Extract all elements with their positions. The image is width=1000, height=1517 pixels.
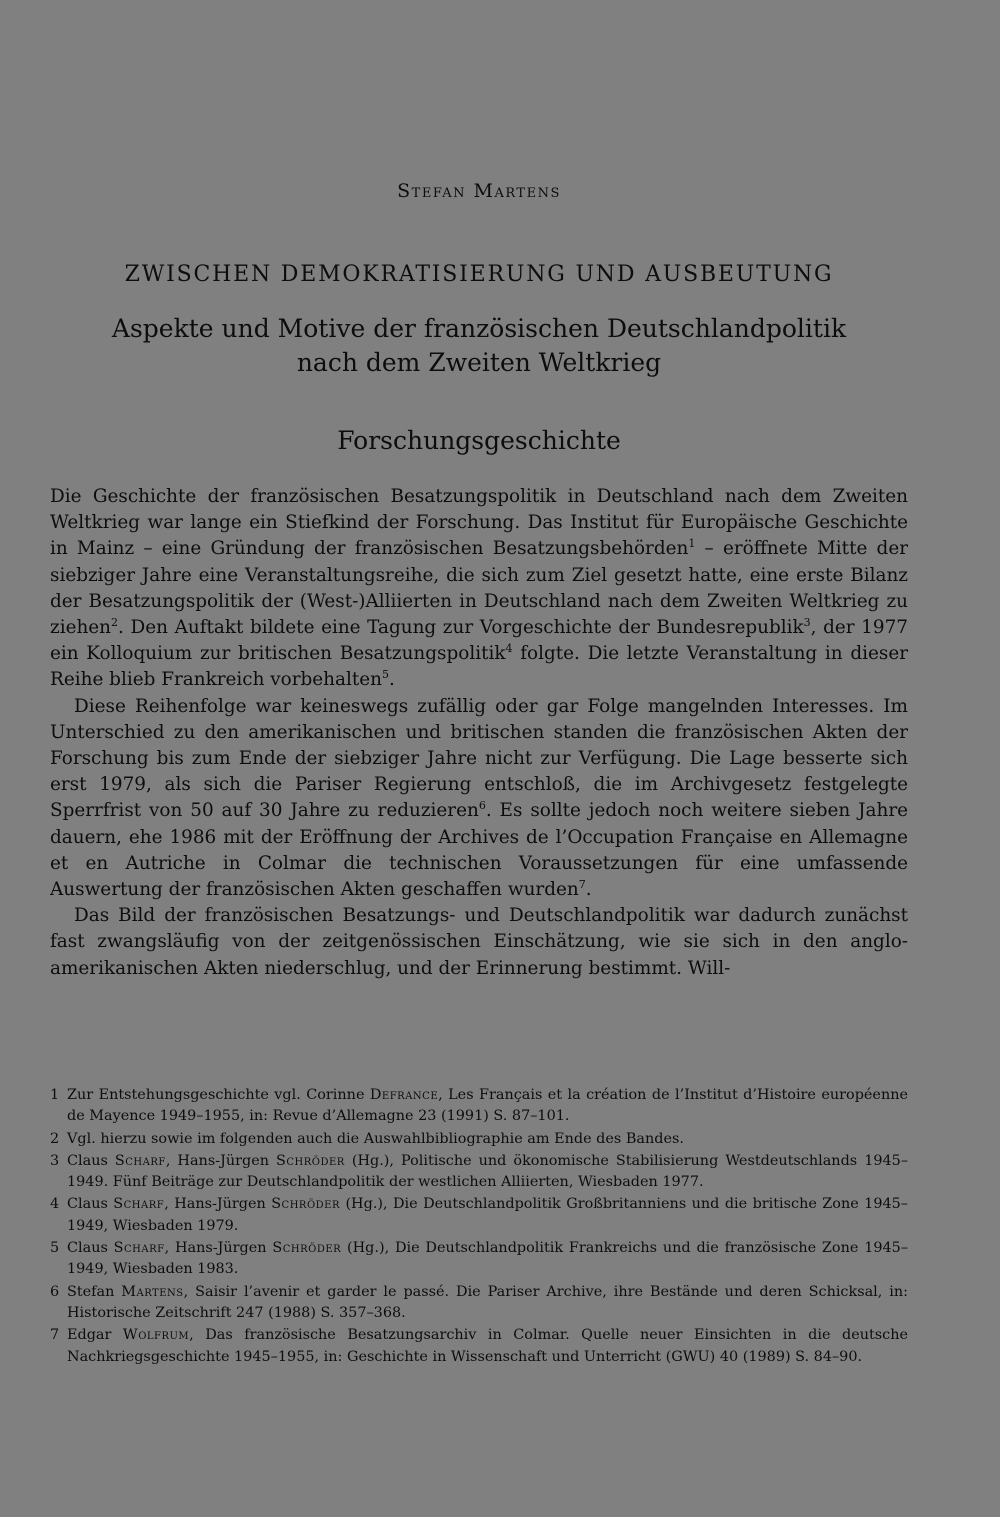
footnote [50, 1085, 908, 1128]
paragraph: Das Bild der französischen Besatzungs- und Deutschlandpolitik war dadurch zunächst fast zwangsläufig von der zeitgenössischen Einschätzung, wie sie sich in den anglo-amerikanischen Akten niederschlug, und der Erinnerung bestimmt. Will- [50, 905, 908, 979]
author-surname: Wolfrum [122, 1327, 190, 1344]
text-run: folgte. Die letzte Veranstaltung in dieser Reihe blieb Frankreich vorbehalten [50, 643, 908, 691]
text-run: Die Geschichte der französischen Besatzungspolitik in Deutschland nach dem Zweiten Weltkrieg war lange ein Stiefkind der Forschung. Das Institut für Europäische Geschichte in Mainz – eine Gründung der französischen Besatzungsbehörden [50, 486, 908, 560]
text-run: (Hg.), Politische und ökonomische Stabilisierung Westdeutschlands 1945–1949. Fünf Beiträge zur Deutschlandpolitik der westlichen Alliierten, Wiesbaden 1977. [67, 1152, 909, 1191]
text-run: Zur Entstehungsgeschichte vgl. Corinne [67, 1087, 370, 1103]
text-run: . [585, 879, 592, 901]
text-run: (Hg.), Die Deutschlandpolitik Frankreichs und die französische Zone 1945–1949, Wiesbaden 1983. [67, 1240, 909, 1278]
footnote [50, 1129, 908, 1150]
footnote-number: 3 [50, 1152, 60, 1169]
footnote [50, 1238, 908, 1281]
body-text [50, 484, 908, 982]
footnote-ref: 1 [688, 537, 696, 551]
footnote-ref: 3 [803, 616, 811, 630]
text-run: , Hans-Jürgen [164, 1196, 272, 1213]
footnote-ref: 7 [578, 878, 586, 892]
footnote [50, 1282, 908, 1325]
footnote-number: 2 [50, 1130, 60, 1147]
text-run: Vgl. hierzu sowie im folgenden auch die Auswahlbibliographie am Ende des Bandes. [67, 1130, 684, 1147]
author-surname: Defrance [369, 1087, 439, 1103]
subtitle-line: Aspekte und Motive der französischen Deutschlandpolitik [111, 314, 847, 343]
text-run: Stefan [67, 1283, 122, 1300]
footnotes [50, 1085, 908, 1369]
footnote-number: 7 [50, 1327, 60, 1344]
author-name: Stefan Martens [397, 180, 561, 202]
author-surname: Martens [121, 1283, 184, 1300]
author-surname: Scharf [113, 1240, 165, 1257]
text-run: , Das französische Besatzungsarchiv in Colmar. Quelle neuer Einsichten in die deutsche Nachkriegsgeschichte 1945–1955, in: Geschichte in Wissenschaft und Unterricht (GWU) 40 (1989) S. 84–90. [67, 1327, 908, 1365]
article-subtitle [50, 312, 908, 380]
text-run: . Den Auftakt bildete eine Tagung zur Vorgeschichte der Bundesrepublik [118, 617, 804, 639]
footnote-number: 4 [50, 1196, 60, 1213]
text-run: , Hans-Jürgen [164, 1240, 273, 1257]
text-run: , der 1977 ein Kolloquium zur britischen Besatzungspolitik [50, 617, 908, 665]
text-run: – eröffnete Mitte der siebziger Jahre eine Veranstaltungsreihe, die sich zum Ziel gesetzt hatte, eine erste Bilanz der Besatzungspolitik der (West-)Alliierten in Deutschland nach dem Zweiten Weltkrieg zu ziehen [50, 538, 908, 639]
text-run: (Hg.), Die Deutschlandpolitik Großbritanniens und die britische Zone 1945–1949, Wiesbaden 1979. [67, 1196, 909, 1234]
text-run: Claus [67, 1152, 115, 1169]
author-surname: Schröder [276, 1152, 345, 1169]
text-run: , Les Français et la création de l’Institut d’Histoire européenne de Mayence 1949–1955, in: Revue d’Allemagne 23 (1991) S. 87–101. [67, 1087, 909, 1125]
text-run: , Hans-Jürgen [165, 1152, 277, 1169]
author-surname: Schröder [272, 1240, 342, 1257]
text-run: . Es sollte jedoch noch weitere sieben Jahre dauern, ehe 1986 mit der Eröffnung der Archives de l’Occupation Française en Allemagne et en Autriche in Colmar die technischen Voraussetzungen für eine umfassende Auswertung der französischen Akten geschaffen wurden [50, 800, 908, 901]
paragraph [50, 484, 908, 694]
article-title: ZWISCHEN DEMOKRATISIERUNG UND AUSBEUTUNG [124, 262, 834, 287]
footnote [50, 1194, 908, 1237]
text-run: . [389, 669, 395, 691]
footnote-ref: 2 [111, 616, 119, 630]
text-run: Claus [67, 1240, 114, 1257]
footnote-number: 5 [50, 1240, 60, 1257]
text-run: Diese Reihenfolge war keineswegs zufällig oder gar Folge mangelnden Interesses. Im Unterschied zu den amerikanischen und britischen standen die französischen Akten der Forschung bis zum Ende der siebziger Jahre nicht zur Verfügung. Die Lage besserte sich erst 1979, als sich die Pariser Regierung entschloß, die im Archivgesetz festgelegte Sperrfrist von 50 auf 30 Jahre zu reduzieren [50, 695, 908, 822]
footnote-ref: 6 [478, 799, 486, 813]
footnote-number: 6 [50, 1283, 60, 1300]
footnote-ref: 4 [505, 642, 513, 656]
footnote-number: 1 [50, 1087, 60, 1103]
subtitle-line: nach dem Zweiten Weltkrieg [296, 348, 662, 377]
section-heading: Forschungsgeschichte [337, 426, 621, 455]
author-surname: Scharf [113, 1196, 165, 1213]
text-run: , Saisir l’avenir et garder le passé. Die Pariser Archive, ihre Bestände und deren Schicksal, in: Historische Zeitschrift 247 (1988) S. 357–368. [67, 1283, 908, 1321]
footnote [50, 1325, 908, 1368]
text-run: Claus [67, 1196, 114, 1213]
author-surname: Scharf [114, 1152, 166, 1169]
footnote [50, 1151, 908, 1194]
footnote-ref: 5 [382, 668, 389, 682]
paragraph [50, 694, 908, 904]
author-surname: Schröder [271, 1196, 341, 1213]
text-run: Edgar [67, 1327, 123, 1344]
